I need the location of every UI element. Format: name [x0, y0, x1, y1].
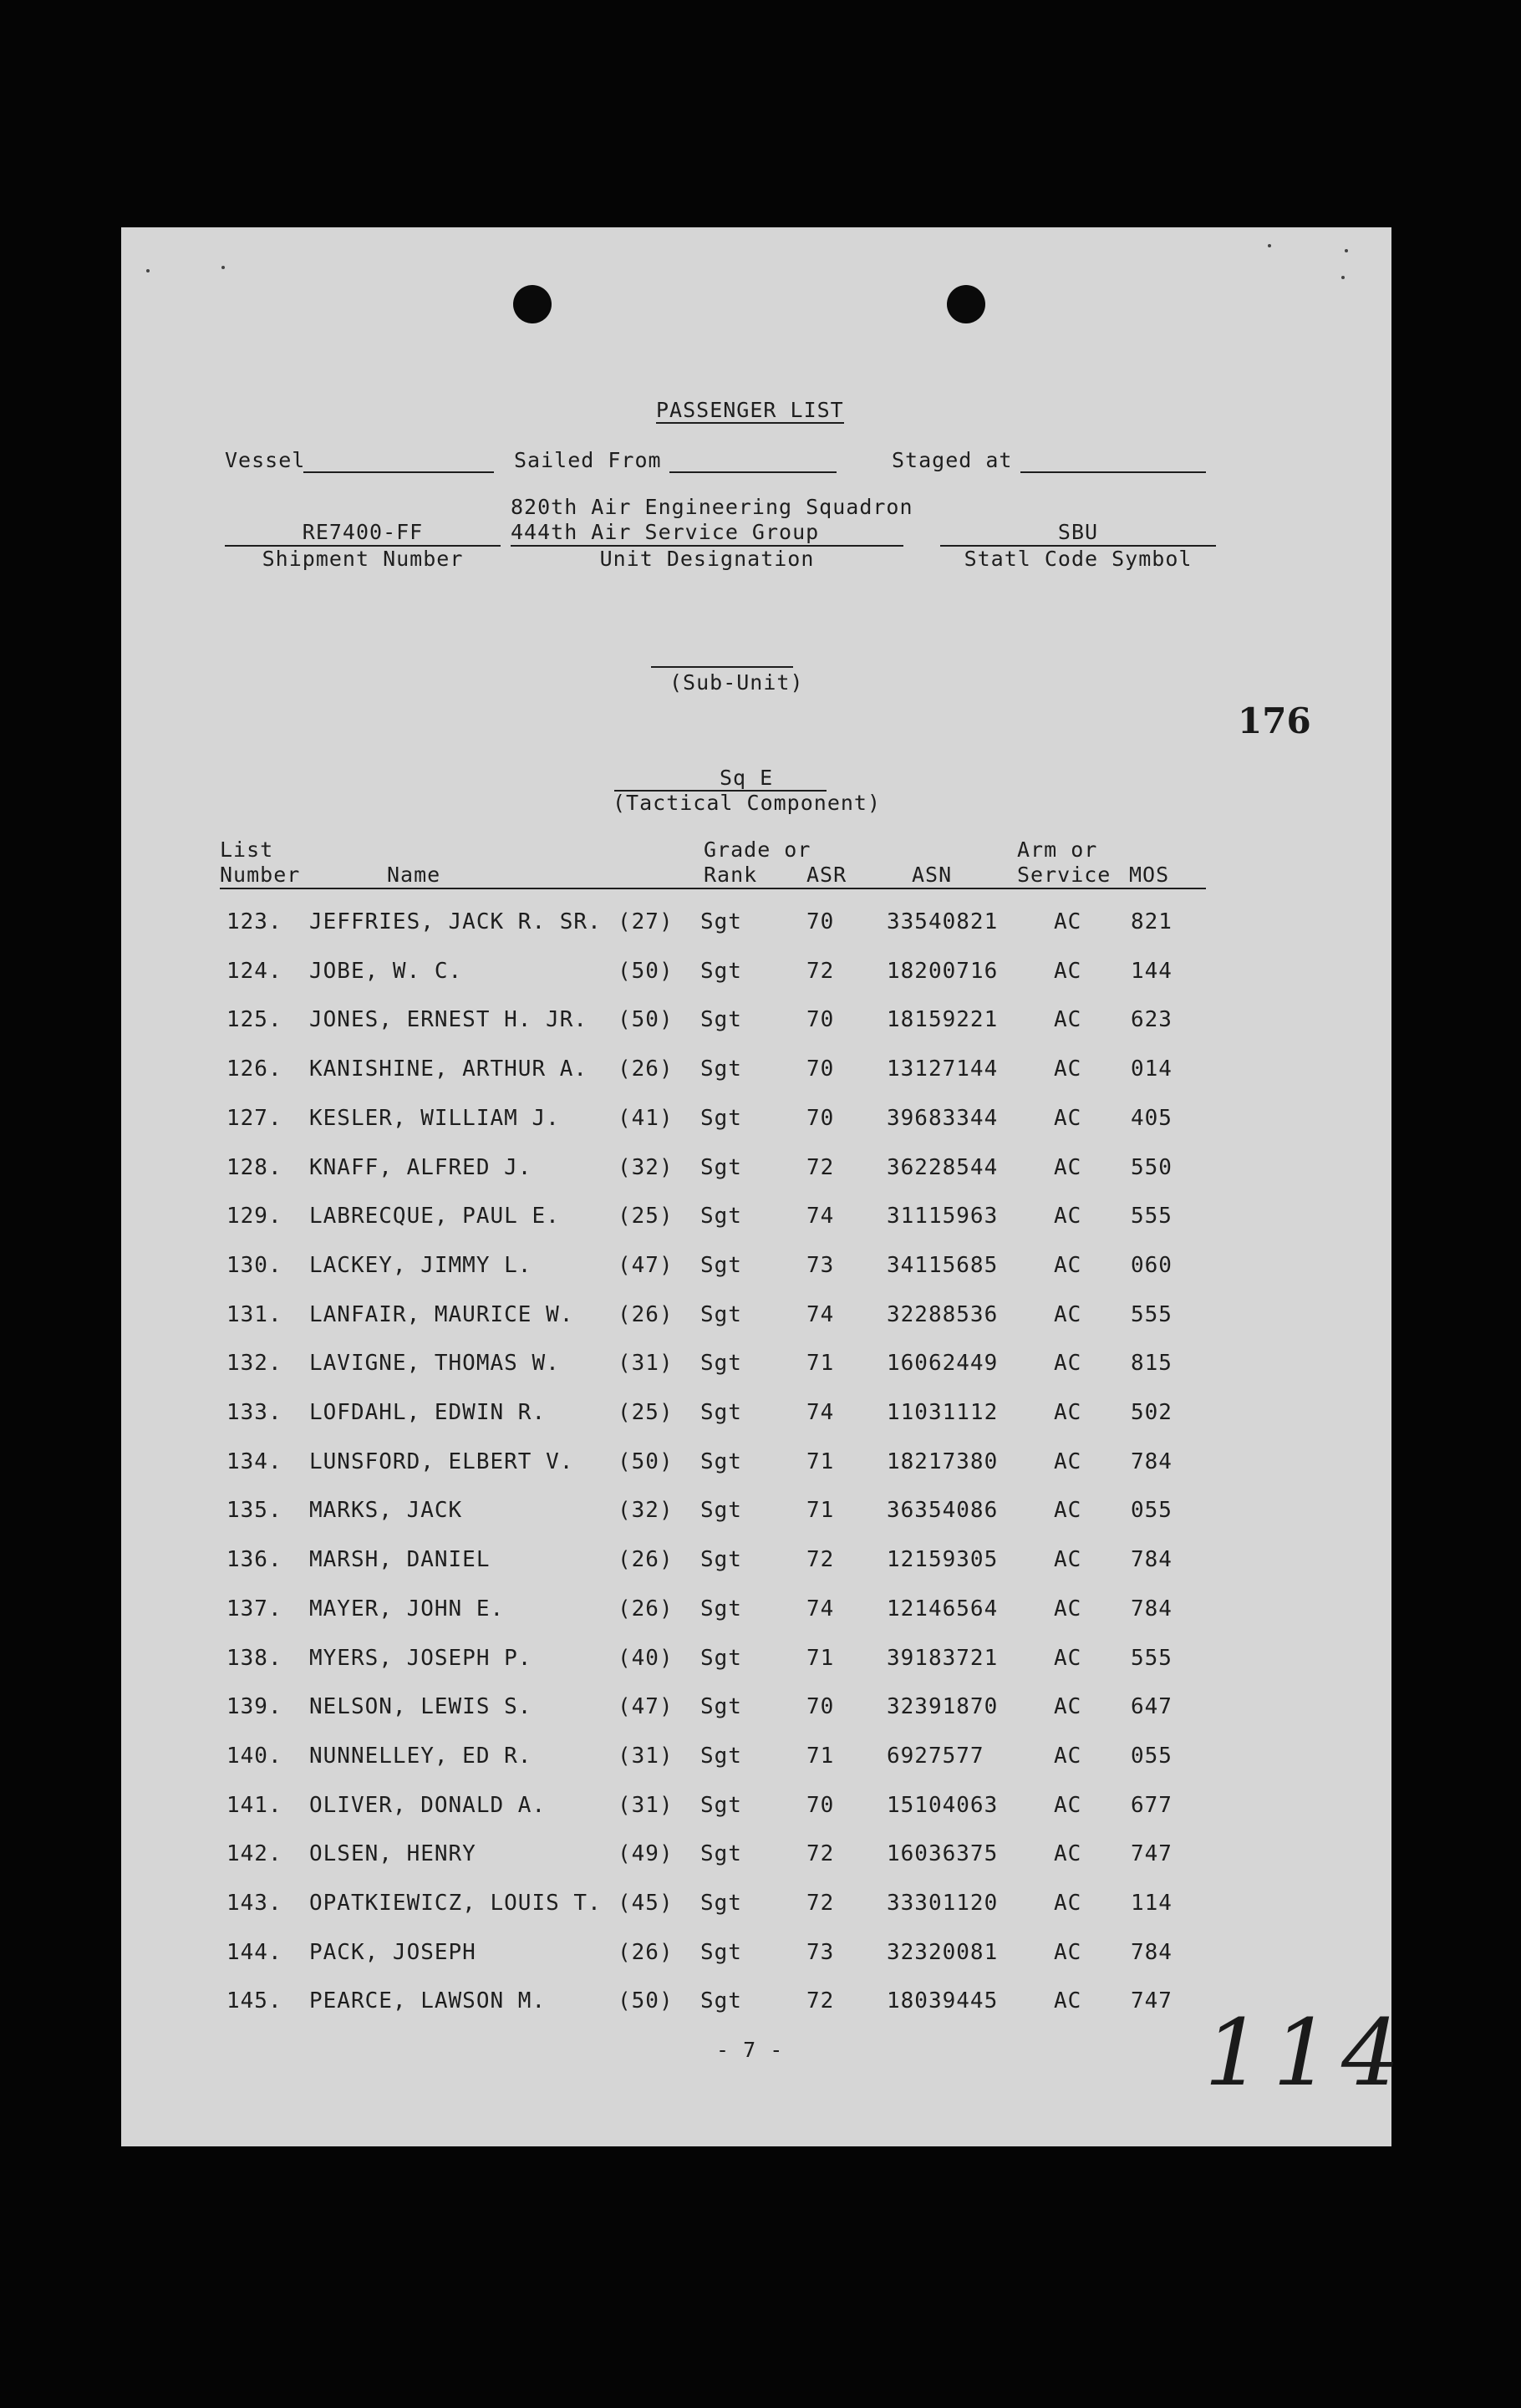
row-rank: Sgt: [700, 1596, 742, 1621]
row-mos: 014: [1131, 1056, 1173, 1082]
row-list-number: 136.: [226, 1547, 282, 1573]
row-age: (26): [618, 1301, 674, 1327]
row-asr: 72: [806, 1547, 835, 1573]
row-arm: AC: [1054, 1792, 1082, 1818]
row-rank: Sgt: [700, 1891, 742, 1916]
row-list-number: 129.: [226, 1204, 282, 1229]
row-age: (31): [618, 1792, 674, 1818]
row-rank: Sgt: [700, 1056, 742, 1082]
row-list-number: 141.: [226, 1792, 282, 1818]
row-name: OLIVER, DONALD A.: [309, 1792, 547, 1818]
row-name: JONES, ERNEST H. JR.: [309, 1007, 588, 1033]
row-arm: AC: [1054, 1988, 1082, 2014]
row-asr: 72: [806, 1841, 835, 1867]
row-asr: 71: [806, 1448, 835, 1474]
table-row: [121, 1302, 1391, 1336]
row-list-number: 126.: [226, 1056, 282, 1082]
row-asn: 33540821: [887, 909, 999, 934]
table-row: [121, 1449, 1391, 1483]
row-mos: 784: [1131, 1547, 1173, 1573]
row-age: (25): [618, 1400, 674, 1425]
table-row: [121, 1694, 1391, 1728]
col-mos: MOS: [1129, 863, 1170, 887]
row-mos: 144: [1131, 958, 1173, 984]
table-row: [121, 959, 1391, 992]
row-rank: Sgt: [700, 1645, 742, 1671]
row-asr: 71: [806, 1498, 835, 1524]
col-asr: ASR: [806, 863, 847, 887]
row-age: (26): [618, 1547, 674, 1573]
row-asr: 70: [806, 1792, 835, 1818]
row-list-number: 130.: [226, 1252, 282, 1278]
row-mos: 550: [1131, 1154, 1173, 1180]
row-rank: Sgt: [700, 1105, 742, 1131]
table-row: [121, 1498, 1391, 1531]
table-row: [121, 909, 1391, 943]
row-asr: 71: [806, 1351, 835, 1377]
row-asr: 74: [806, 1204, 835, 1229]
row-list-number: 144.: [226, 1939, 282, 1965]
row-name: PACK, JOSEPH: [309, 1939, 476, 1965]
row-asn: 31115963: [887, 1204, 999, 1229]
row-rank: Sgt: [700, 1743, 742, 1769]
row-list-number: 133.: [226, 1400, 282, 1425]
row-mos: 405: [1131, 1105, 1173, 1131]
row-name: LUNSFORD, ELBERT V.: [309, 1448, 574, 1474]
col-asn: ASN: [912, 863, 953, 887]
row-mos: 502: [1131, 1400, 1173, 1425]
tactical-component-value: Sq E: [720, 766, 774, 790]
col-list-number-1: List: [220, 837, 274, 862]
row-rank: Sgt: [700, 958, 742, 984]
row-list-number: 131.: [226, 1301, 282, 1327]
sub-unit-label: (Sub-Unit): [669, 670, 804, 695]
row-mos: 555: [1131, 1301, 1173, 1327]
row-list-number: 132.: [226, 1351, 282, 1377]
stat-code-label: Statl Code Symbol: [964, 547, 1193, 571]
table-row: [121, 1253, 1391, 1286]
shipment-number: RE7400-FF: [302, 520, 424, 544]
row-arm: AC: [1054, 1301, 1082, 1327]
row-arm: AC: [1054, 909, 1082, 934]
row-age: (32): [618, 1154, 674, 1180]
row-arm: AC: [1054, 1694, 1082, 1720]
row-name: JEFFRIES, JACK R. SR.: [309, 909, 602, 934]
row-asn: 32320081: [887, 1939, 999, 1965]
row-mos: 784: [1131, 1448, 1173, 1474]
row-asr: 74: [806, 1301, 835, 1327]
table-row: [121, 1106, 1391, 1139]
speck: [146, 269, 150, 272]
table-row: [121, 1056, 1391, 1090]
row-age: (26): [618, 1939, 674, 1965]
row-rank: Sgt: [700, 1448, 742, 1474]
row-list-number: 143.: [226, 1891, 282, 1916]
row-name: LOFDAHL, EDWIN R.: [309, 1400, 547, 1425]
row-mos: 784: [1131, 1596, 1173, 1621]
row-asr: 73: [806, 1252, 835, 1278]
row-asn: 32391870: [887, 1694, 999, 1720]
row-arm: AC: [1054, 1645, 1082, 1671]
row-age: (25): [618, 1204, 674, 1229]
row-name: LAVIGNE, THOMAS W.: [309, 1351, 560, 1377]
unit-designation-label: Unit Designation: [599, 547, 815, 571]
row-arm: AC: [1054, 1154, 1082, 1180]
row-list-number: 142.: [226, 1841, 282, 1867]
table-row: [121, 1400, 1391, 1433]
table-row: [121, 1988, 1391, 2022]
table-row: [121, 1793, 1391, 1826]
row-asn: 34115685: [887, 1252, 999, 1278]
row-name: NUNNELLEY, ED R.: [309, 1743, 532, 1769]
sub-unit-rule: [651, 666, 793, 668]
row-mos: 784: [1131, 1939, 1173, 1965]
row-asn: 18039445: [887, 1988, 999, 2014]
shipment-number-label: Shipment Number: [262, 547, 464, 571]
vessel-blank: [303, 471, 494, 473]
row-arm: AC: [1054, 1743, 1082, 1769]
row-asn: 12159305: [887, 1547, 999, 1573]
row-list-number: 124.: [226, 958, 282, 984]
row-asr: 70: [806, 1105, 835, 1131]
row-name: KANISHINE, ARTHUR A.: [309, 1056, 588, 1082]
row-arm: AC: [1054, 1252, 1082, 1278]
col-name: Name: [387, 863, 441, 887]
row-asr: 70: [806, 909, 835, 934]
row-age: (26): [618, 1596, 674, 1621]
row-asr: 72: [806, 1891, 835, 1916]
col-arm-2: Service: [1017, 863, 1112, 887]
table-row: [121, 1007, 1391, 1041]
row-asn: 18159221: [887, 1007, 999, 1033]
row-mos: 114: [1131, 1891, 1173, 1916]
row-arm: AC: [1054, 1204, 1082, 1229]
row-rank: Sgt: [700, 1498, 742, 1524]
row-asr: 73: [806, 1939, 835, 1965]
row-age: (50): [618, 1448, 674, 1474]
row-asr: 71: [806, 1645, 835, 1671]
row-mos: 677: [1131, 1792, 1173, 1818]
row-list-number: 125.: [226, 1007, 282, 1033]
row-arm: AC: [1054, 1400, 1082, 1425]
staged-at-blank: [1020, 471, 1206, 473]
row-age: (45): [618, 1891, 674, 1916]
row-asn: 13127144: [887, 1056, 999, 1082]
row-arm: AC: [1054, 1498, 1082, 1524]
row-rank: Sgt: [700, 1007, 742, 1033]
table-row: [121, 1155, 1391, 1189]
document-title: PASSENGER LIST: [656, 398, 844, 422]
row-asn: 32288536: [887, 1301, 999, 1327]
row-asn: 12146564: [887, 1596, 999, 1621]
row-asr: 72: [806, 1154, 835, 1180]
row-arm: AC: [1054, 1891, 1082, 1916]
row-list-number: 145.: [226, 1988, 282, 2014]
table-row: [121, 1891, 1391, 1924]
row-age: (40): [618, 1645, 674, 1671]
col-grade-1: Grade or: [704, 837, 811, 862]
row-name: KESLER, WILLIAM J.: [309, 1105, 560, 1131]
row-arm: AC: [1054, 1841, 1082, 1867]
table-row: [121, 1204, 1391, 1237]
row-mos: 747: [1131, 1988, 1173, 2014]
row-rank: Sgt: [700, 1252, 742, 1278]
row-age: (31): [618, 1351, 674, 1377]
speck: [1341, 276, 1345, 279]
row-age: (50): [618, 1007, 674, 1033]
table-row: [121, 1744, 1391, 1777]
punch-hole-right: [947, 285, 985, 323]
table-row: [121, 1596, 1391, 1630]
row-asr: 72: [806, 958, 835, 984]
row-arm: AC: [1054, 1007, 1082, 1033]
row-arm: AC: [1054, 958, 1082, 984]
row-arm: AC: [1054, 1105, 1082, 1131]
row-age: (50): [618, 958, 674, 984]
row-asn: 16036375: [887, 1841, 999, 1867]
speck: [1345, 249, 1348, 252]
sailed-from-blank: [669, 471, 837, 473]
row-asr: 74: [806, 1596, 835, 1621]
row-mos: 055: [1131, 1498, 1173, 1524]
page-stamp: 176: [1238, 700, 1311, 741]
row-asn: 11031112: [887, 1400, 999, 1425]
row-asn: 36354086: [887, 1498, 999, 1524]
row-asn: 15104063: [887, 1792, 999, 1818]
row-asn: 39183721: [887, 1645, 999, 1671]
row-list-number: 127.: [226, 1105, 282, 1131]
row-asn: 18217380: [887, 1448, 999, 1474]
col-arm-1: Arm or: [1017, 837, 1098, 862]
table-row: [121, 1841, 1391, 1875]
row-rank: Sgt: [700, 1351, 742, 1377]
row-list-number: 134.: [226, 1448, 282, 1474]
row-asn: 33301120: [887, 1891, 999, 1916]
row-name: NELSON, LEWIS S.: [309, 1694, 532, 1720]
row-asr: 70: [806, 1056, 835, 1082]
row-rank: Sgt: [700, 1939, 742, 1965]
row-list-number: 123.: [226, 909, 282, 934]
row-asn: 39683344: [887, 1105, 999, 1131]
row-arm: AC: [1054, 1056, 1082, 1082]
row-mos: 555: [1131, 1204, 1173, 1229]
row-rank: Sgt: [700, 1154, 742, 1180]
row-asn: 6927577: [887, 1743, 984, 1769]
table-row: [121, 1940, 1391, 1973]
row-name: MYERS, JOSEPH P.: [309, 1645, 532, 1671]
row-age: (50): [618, 1988, 674, 2014]
row-mos: 821: [1131, 909, 1173, 934]
unit-line-1: 820th Air Engineering Squadron: [511, 495, 913, 519]
row-asr: 74: [806, 1400, 835, 1425]
row-age: (47): [618, 1694, 674, 1720]
col-list-number-2: Number: [220, 863, 301, 887]
row-age: (49): [618, 1841, 674, 1867]
col-grade-2: Rank: [704, 863, 758, 887]
row-list-number: 138.: [226, 1645, 282, 1671]
page-number: - 7 -: [716, 2038, 784, 2062]
column-header-rule: [220, 888, 1206, 889]
row-mos: 647: [1131, 1694, 1173, 1720]
document-sheet: [121, 227, 1410, 2146]
row-asr: 71: [806, 1743, 835, 1769]
row-name: KNAFF, ALFRED J.: [309, 1154, 532, 1180]
row-arm: AC: [1054, 1351, 1082, 1377]
row-list-number: 139.: [226, 1694, 282, 1720]
row-age: (32): [618, 1498, 674, 1524]
row-rank: Sgt: [700, 1792, 742, 1818]
row-mos: 747: [1131, 1841, 1173, 1867]
row-rank: Sgt: [700, 1204, 742, 1229]
row-rank: Sgt: [700, 1988, 742, 2014]
row-rank: Sgt: [700, 1400, 742, 1425]
row-mos: 555: [1131, 1645, 1173, 1671]
row-name: JOBE, W. C.: [309, 958, 463, 984]
row-arm: AC: [1054, 1939, 1082, 1965]
row-rank: Sgt: [700, 1841, 742, 1867]
row-arm: AC: [1054, 1596, 1082, 1621]
table-row: [121, 1351, 1391, 1384]
row-list-number: 135.: [226, 1498, 282, 1524]
row-age: (41): [618, 1105, 674, 1131]
table-row: [121, 1547, 1391, 1581]
row-name: OPATKIEWICZ, LOUIS T.: [309, 1891, 602, 1916]
row-name: PEARCE, LAWSON M.: [309, 1988, 547, 2014]
row-asn: 36228544: [887, 1154, 999, 1180]
row-list-number: 128.: [226, 1154, 282, 1180]
punch-hole-left: [513, 285, 552, 323]
row-mos: 055: [1131, 1743, 1173, 1769]
row-age: (47): [618, 1252, 674, 1278]
row-name: LACKEY, JIMMY L.: [309, 1252, 532, 1278]
vessel-label: Vessel: [225, 448, 306, 472]
row-mos: 815: [1131, 1351, 1173, 1377]
row-age: (31): [618, 1743, 674, 1769]
row-arm: AC: [1054, 1547, 1082, 1573]
row-asr: 70: [806, 1694, 835, 1720]
row-list-number: 137.: [226, 1596, 282, 1621]
handwritten-number: 114: [1204, 1999, 1410, 2106]
staged-at-label: Staged at: [892, 448, 1013, 472]
row-list-number: 140.: [226, 1743, 282, 1769]
row-age: (27): [618, 909, 674, 934]
row-name: MAYER, JOHN E.: [309, 1596, 505, 1621]
row-asn: 18200716: [887, 958, 999, 984]
stat-code-symbol: SBU: [1057, 520, 1099, 544]
row-asn: 16062449: [887, 1351, 999, 1377]
row-name: OLSEN, HENRY: [309, 1841, 476, 1867]
speck: [221, 266, 225, 269]
sailed-from-label: Sailed From: [514, 448, 662, 472]
row-rank: Sgt: [700, 909, 742, 934]
table-row: [121, 1646, 1391, 1679]
row-asr: 70: [806, 1007, 835, 1033]
row-name: LANFAIR, MAURICE W.: [309, 1301, 574, 1327]
row-name: LABRECQUE, PAUL E.: [309, 1204, 560, 1229]
row-arm: AC: [1054, 1448, 1082, 1474]
speck: [1268, 244, 1271, 247]
row-rank: Sgt: [700, 1694, 742, 1720]
row-rank: Sgt: [700, 1301, 742, 1327]
row-name: MARKS, JACK: [309, 1498, 463, 1524]
row-asr: 72: [806, 1988, 835, 2014]
row-name: MARSH, DANIEL: [309, 1547, 491, 1573]
row-age: (26): [618, 1056, 674, 1082]
unit-line-2: 444th Air Service Group: [511, 520, 820, 544]
row-mos: 623: [1131, 1007, 1173, 1033]
row-mos: 060: [1131, 1252, 1173, 1278]
tactical-component-label: (Tactical Component): [613, 791, 882, 815]
row-rank: Sgt: [700, 1547, 742, 1573]
